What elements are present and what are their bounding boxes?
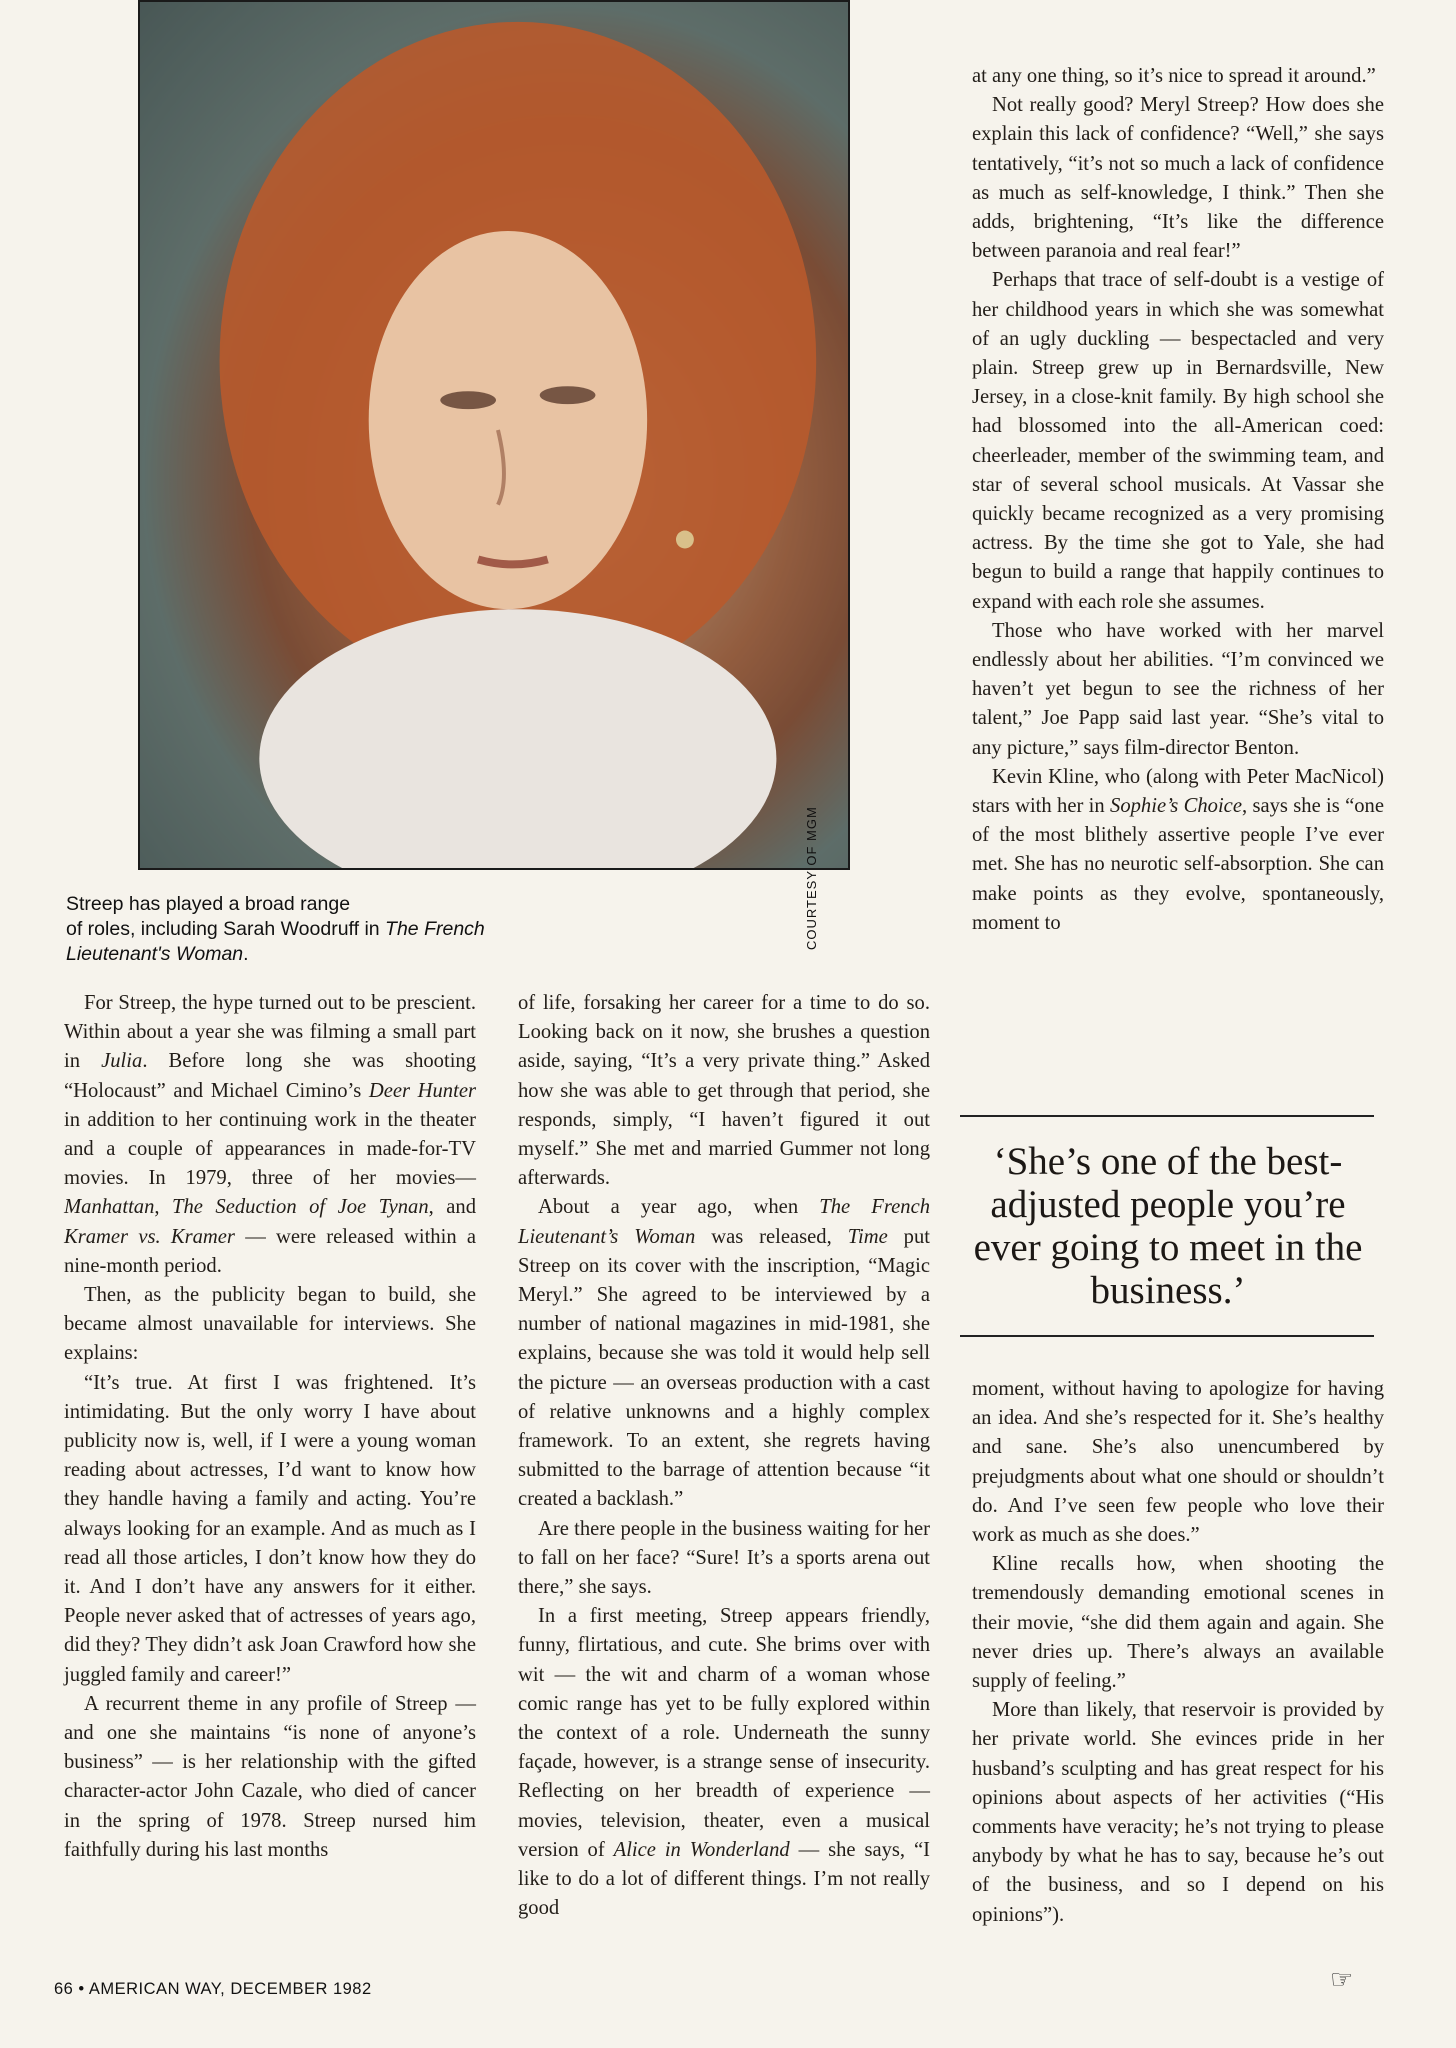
article-column-3-bottom: [972, 1375, 1384, 1930]
paragraph: [518, 1602, 930, 1923]
text-run: in addition to her continuing work in the theater and a couple of appearances in made-for-TV movies. In 1979, three of her movies—: [64, 1108, 476, 1190]
photo-caption: [66, 892, 546, 967]
text-run: put Streep on its cover with the inscription, “Magic Meryl.” She agreed to be interviewed by a number of national magazines in mid-1981, she explains, because she was told it would help sell the picture — an overseas production with a cast of relative unknowns and a highly complex framework. To an extent, she regrets having submitted to the barrage of attention because “it created a backlash.”: [518, 1225, 930, 1511]
pull-quote: ‘She’s one of the best-adjusted people you’re ever going to meet in the business.’: [973, 1140, 1363, 1312]
paragraph: [64, 1369, 476, 1690]
text-run: About a year ago, when: [538, 1196, 820, 1219]
paragraph: [518, 1515, 930, 1603]
text-run: , and: [428, 1196, 477, 1219]
text-run: Then, as the publicity began to build, she became almost unavailable for interviews. She explains:: [64, 1284, 476, 1365]
caption-film-title: The French Lieutenant's Woman: [66, 918, 485, 965]
text-run: Kline recalls how, when shooting the tremendously demanding emotional scenes in their movie, “she did them again and again. She never dries up. There’s always an available supply of feeling.”: [972, 1553, 1384, 1693]
italic-title: Alice in Wonderland: [613, 1838, 790, 1861]
italic-title: Kramer vs. Kramer: [64, 1225, 235, 1248]
italic-title: Deer Hunter: [368, 1079, 476, 1102]
text-run: ,: [154, 1196, 173, 1219]
text-run: Not really good? Meryl Streep? How does she explain this lack of confidence? “Well,” she says tentatively, “it’s not so much a lack of confidence as much as self-knowledge, I think.” Then she adds, brightening, “It’s like the difference between paranoia and real fear!”: [972, 94, 1384, 263]
portrait-illustration: [140, 2, 848, 868]
text-run: Perhaps that trace of self-doubt is a vestige of her childhood years in which she was somewhat of an ugly duckling — bespectacled and very plain. Streep grew up in Bernardsville, New Jersey, in a close-knit family. By high school she had blossomed into the all-American coed: cheerleader, member of the swimming team, and star of several school musicals. At Vassar she quickly became recognized as a very promising actress. By the time she got to Yale, she had begun to build a range that happily continues to expand with each role she assumes.: [972, 269, 1384, 613]
text-run: was released,: [695, 1225, 848, 1248]
text-run: , says she is “one of the most blithely assertive people I’ve ever met. She has no neurotic self-absorption. She can make points as they evolve, spontaneously, moment to: [972, 795, 1384, 934]
text-run: In a first meeting, Streep appears friendly, funny, flirtatious, and cute. She brims over with wit — the wit and charm of a woman whose comic range has yet to be fully explored within the context of a role. Underneath the sunny façade, however, is a strange sense of insecurity. Reflecting on her breadth of experience — movies, television, theater, even a musical version of: [518, 1605, 930, 1861]
paragraph: [518, 989, 930, 1193]
text-run: — she says, “I like to do a lot of different things. I’m not really good: [518, 1838, 930, 1920]
caption-period: .: [243, 943, 249, 965]
text-run: Kevin Kline, who (along with Peter MacNicol) stars with her in: [972, 765, 1384, 818]
paragraph: [972, 1696, 1384, 1930]
pointing-hand-icon: ☞: [1330, 1965, 1354, 1994]
caption-line-2: of roles, including Sarah Woodruff in: [66, 918, 386, 940]
italic-title: The Seduction of Joe Tynan: [172, 1196, 429, 1219]
text-run: of life, forsaking her career for a time to do so. Looking back on it now, she brushes a question aside, saying, “It’s a very private thing.” Asked how she was able to get through that period, she responds, simply, “I haven’t figured it out myself.” She met and married Gummer not long afterwards.: [518, 992, 930, 1190]
text-run: moment, without having to apologize for having an idea. And she’s respected for it. She’s healthy and sane. She’s also unencumbered by prejudgments about what one should or shouldn’t do. And I’ve seen few people who love their work as much as she does.”: [972, 1378, 1384, 1547]
portrait-photo: [138, 0, 850, 870]
pullquote-top-rule: [960, 1115, 1374, 1117]
paragraph: [972, 1375, 1384, 1550]
photo-credit: COURTESY OF MGM: [804, 806, 819, 950]
paragraph: [972, 617, 1384, 763]
italic-title: Sophie’s Choice: [1110, 795, 1242, 818]
paragraph: [972, 763, 1384, 938]
italic-title: The French Lieutenant’s Woman: [518, 1196, 931, 1248]
text-run: “It’s true. At first I was frightened. It’s intimidating. But the only worry I have about publicity now is, well, if I were a young woman reading about actresses, I’d want to know how they handle having a family and acting. You’re always looking for an example. And as much as I read all those articles, I don’t know how they do it. And I don’t have any answers for it either. People never asked that of actresses of years ago, did they? They didn’t ask Joan Crawford how she juggled family and career!”: [64, 1371, 476, 1686]
paragraph: [972, 1550, 1384, 1696]
text-run: at any one thing, so it’s nice to spread it around.”: [972, 65, 1376, 87]
paragraph: [972, 91, 1384, 266]
italic-title: Time: [847, 1225, 888, 1248]
text-run: . Before long she was shooting “Holocaust” and Michael Cimino’s: [64, 1050, 477, 1102]
paragraph: [518, 1193, 930, 1514]
article-column-3-top: [972, 62, 1384, 938]
caption-line-1: Streep has played a broad range: [66, 893, 351, 915]
paragraph: [64, 1281, 476, 1369]
article-column-1: [64, 989, 476, 1865]
article-column-2: [518, 989, 930, 1924]
paragraph: [64, 1690, 476, 1865]
text-run: Are there people in the business waiting for her to fall on her face? “Sure! It’s a sports arena out there,” she says.: [518, 1517, 930, 1599]
text-run: A recurrent theme in any profile of Streep — and one she maintains “is none of anyone’s business” — is her relationship with the gifted character-actor John Cazale, who died of cancer in the spring of 1978. Streep nursed him faithfully during his last months: [64, 1692, 476, 1861]
paragraph: [972, 266, 1384, 616]
text-run: — were released within a nine-month period.: [64, 1225, 477, 1277]
page-footer: 66 • AMERICAN WAY, DECEMBER 1982: [54, 1980, 372, 1998]
paragraph: [64, 989, 476, 1281]
text-run: More than likely, that reservoir is provided by her private world. She evinces pride in her husband’s sculpting and has great respect for his opinions about aspects of her activities (“His comments have veracity; he’s not trying to please anybody by what he has to say, because he’s out of the business, and so I depend on his opinions”).: [972, 1699, 1384, 1926]
pullquote-bottom-rule: [960, 1335, 1374, 1337]
italic-title: Julia: [101, 1050, 143, 1073]
text-run: Those who have worked with her marvel endlessly about her abilities. “I’m convinced we haven’t yet begun to see the richness of her talent,” Joe Papp said last year. “She’s vital to any picture,” says film-director Benton.: [972, 619, 1384, 759]
italic-title: Manhattan: [64, 1196, 155, 1219]
text-run: For Streep, the hype turned out to be prescient. Within about a year she was filming a small part in: [64, 992, 476, 1073]
paragraph: [972, 62, 1384, 91]
